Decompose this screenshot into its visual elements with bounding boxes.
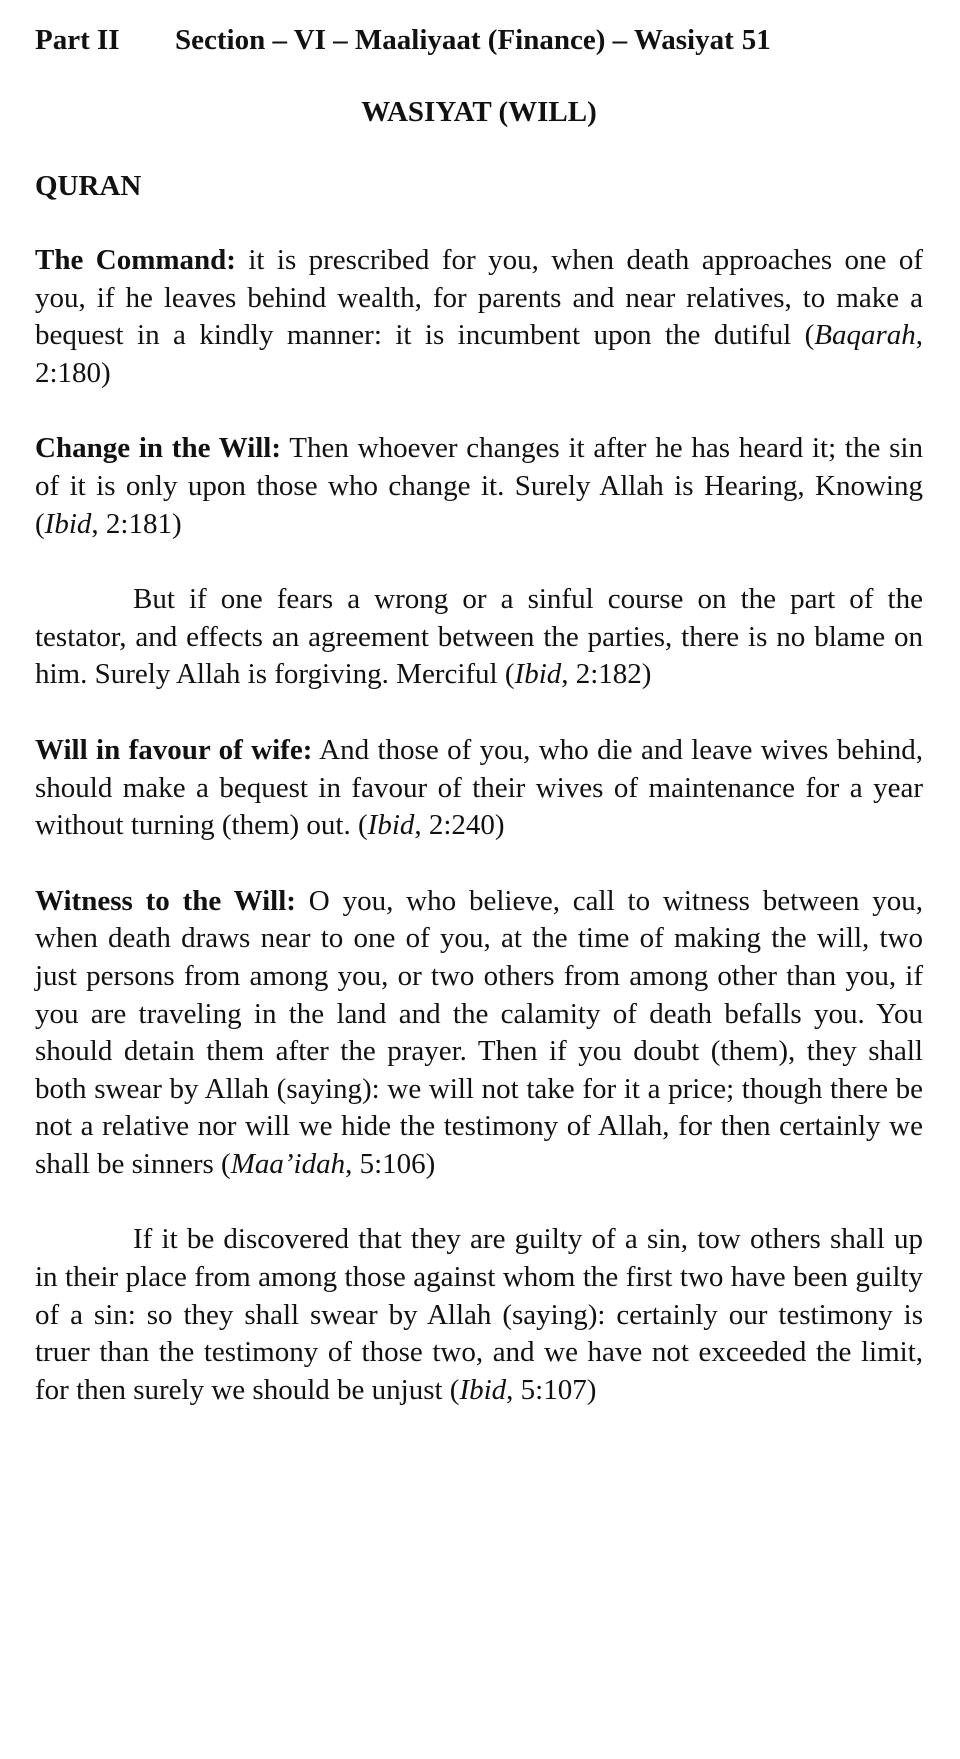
section-label: Section – VI – Maaliyaat (Finance) – Wasiyat — [175, 24, 734, 56]
paragraph-text: But if one fears a wrong or a sinful course on the part of the testator, and effects an agreement between the parties, there is no blame on him. Surely Allah is forgiving. Merciful ( — [35, 583, 923, 691]
paragraph-lead: Witness to the Will: — [35, 884, 296, 917]
part-label: Part II — [35, 24, 120, 56]
paragraph-command — [35, 242, 923, 392]
paragraph-witness — [35, 883, 923, 1184]
paragraph-text: Then whoever changes it after he has heard it; the sin of it is only upon those who change it. Surely Allah is Hearing, Knowing ( — [35, 432, 923, 540]
reference-verse: , 2:180) — [35, 319, 923, 389]
reference-surah: Ibid — [514, 658, 562, 691]
reference-verse: , 5:106) — [345, 1147, 436, 1180]
page-title: WASIYAT (WILL) — [361, 96, 597, 128]
paragraph-testator — [35, 581, 923, 694]
reference-verse: , 2:181) — [91, 507, 182, 540]
paragraph-text: If it be discovered that they are guilty of a sin, tow others shall up in their place from among those against whom the first two have been guilty of a sin: so they shall swear by Allah (saying): certainly our testimony is truer than the testimony of those two, and we have not exceeded the limit, for then surely we should be unjust ( — [35, 1223, 923, 1406]
reference-verse: , 5:107) — [506, 1373, 597, 1406]
paragraph-text: And those of you, who die and leave wives behind, should make a bequest in favour of their wives of maintenance for a year without turning (them) out. ( — [35, 733, 923, 842]
reference-surah: Baqarah — [814, 319, 916, 352]
paragraph-will-for-wife — [35, 732, 923, 845]
reference-surah: Maa’idah — [230, 1147, 346, 1180]
reference-verse: , 2:182) — [561, 658, 652, 691]
document-page — [35, 22, 923, 1409]
page-number: 51 — [741, 24, 771, 56]
reference-surah: Ibid — [367, 809, 415, 842]
reference-surah: Ibid — [459, 1373, 507, 1406]
paragraph-text: O you, who believe, call to witness between you, when death draws near to one of you, at the time of making the will, two just persons from among you, or two others from among other than you, if you are traveling in the land and the calamity of death befalls you. You should detain them after the prayer. Then if you doubt (them), they shall both swear by Allah (saying): we will not take for it a price; though there be not a relative nor will we hide the testimony of Allah, for then certainly we shall be sinners ( — [35, 884, 923, 1180]
section-heading: QURAN — [35, 170, 142, 202]
running-header — [35, 22, 923, 58]
paragraph-change-in-will — [35, 430, 923, 543]
paragraph-lead: Will in favour of wife: — [35, 733, 313, 766]
reference-verse: , 2:240) — [414, 809, 505, 842]
paragraph-lead: The Command: — [35, 244, 236, 276]
paragraph-lead: Change in the Will: — [35, 432, 282, 465]
reference-surah: Ibid — [44, 507, 92, 540]
paragraph-text: it is prescribed for you, when death approaches one of you, if he leaves behind wealth, for parents and near relatives, to make a bequest in a kindly manner: it is incumbent upon the dutiful ( — [35, 244, 923, 352]
paragraph-guilty — [35, 1221, 923, 1409]
